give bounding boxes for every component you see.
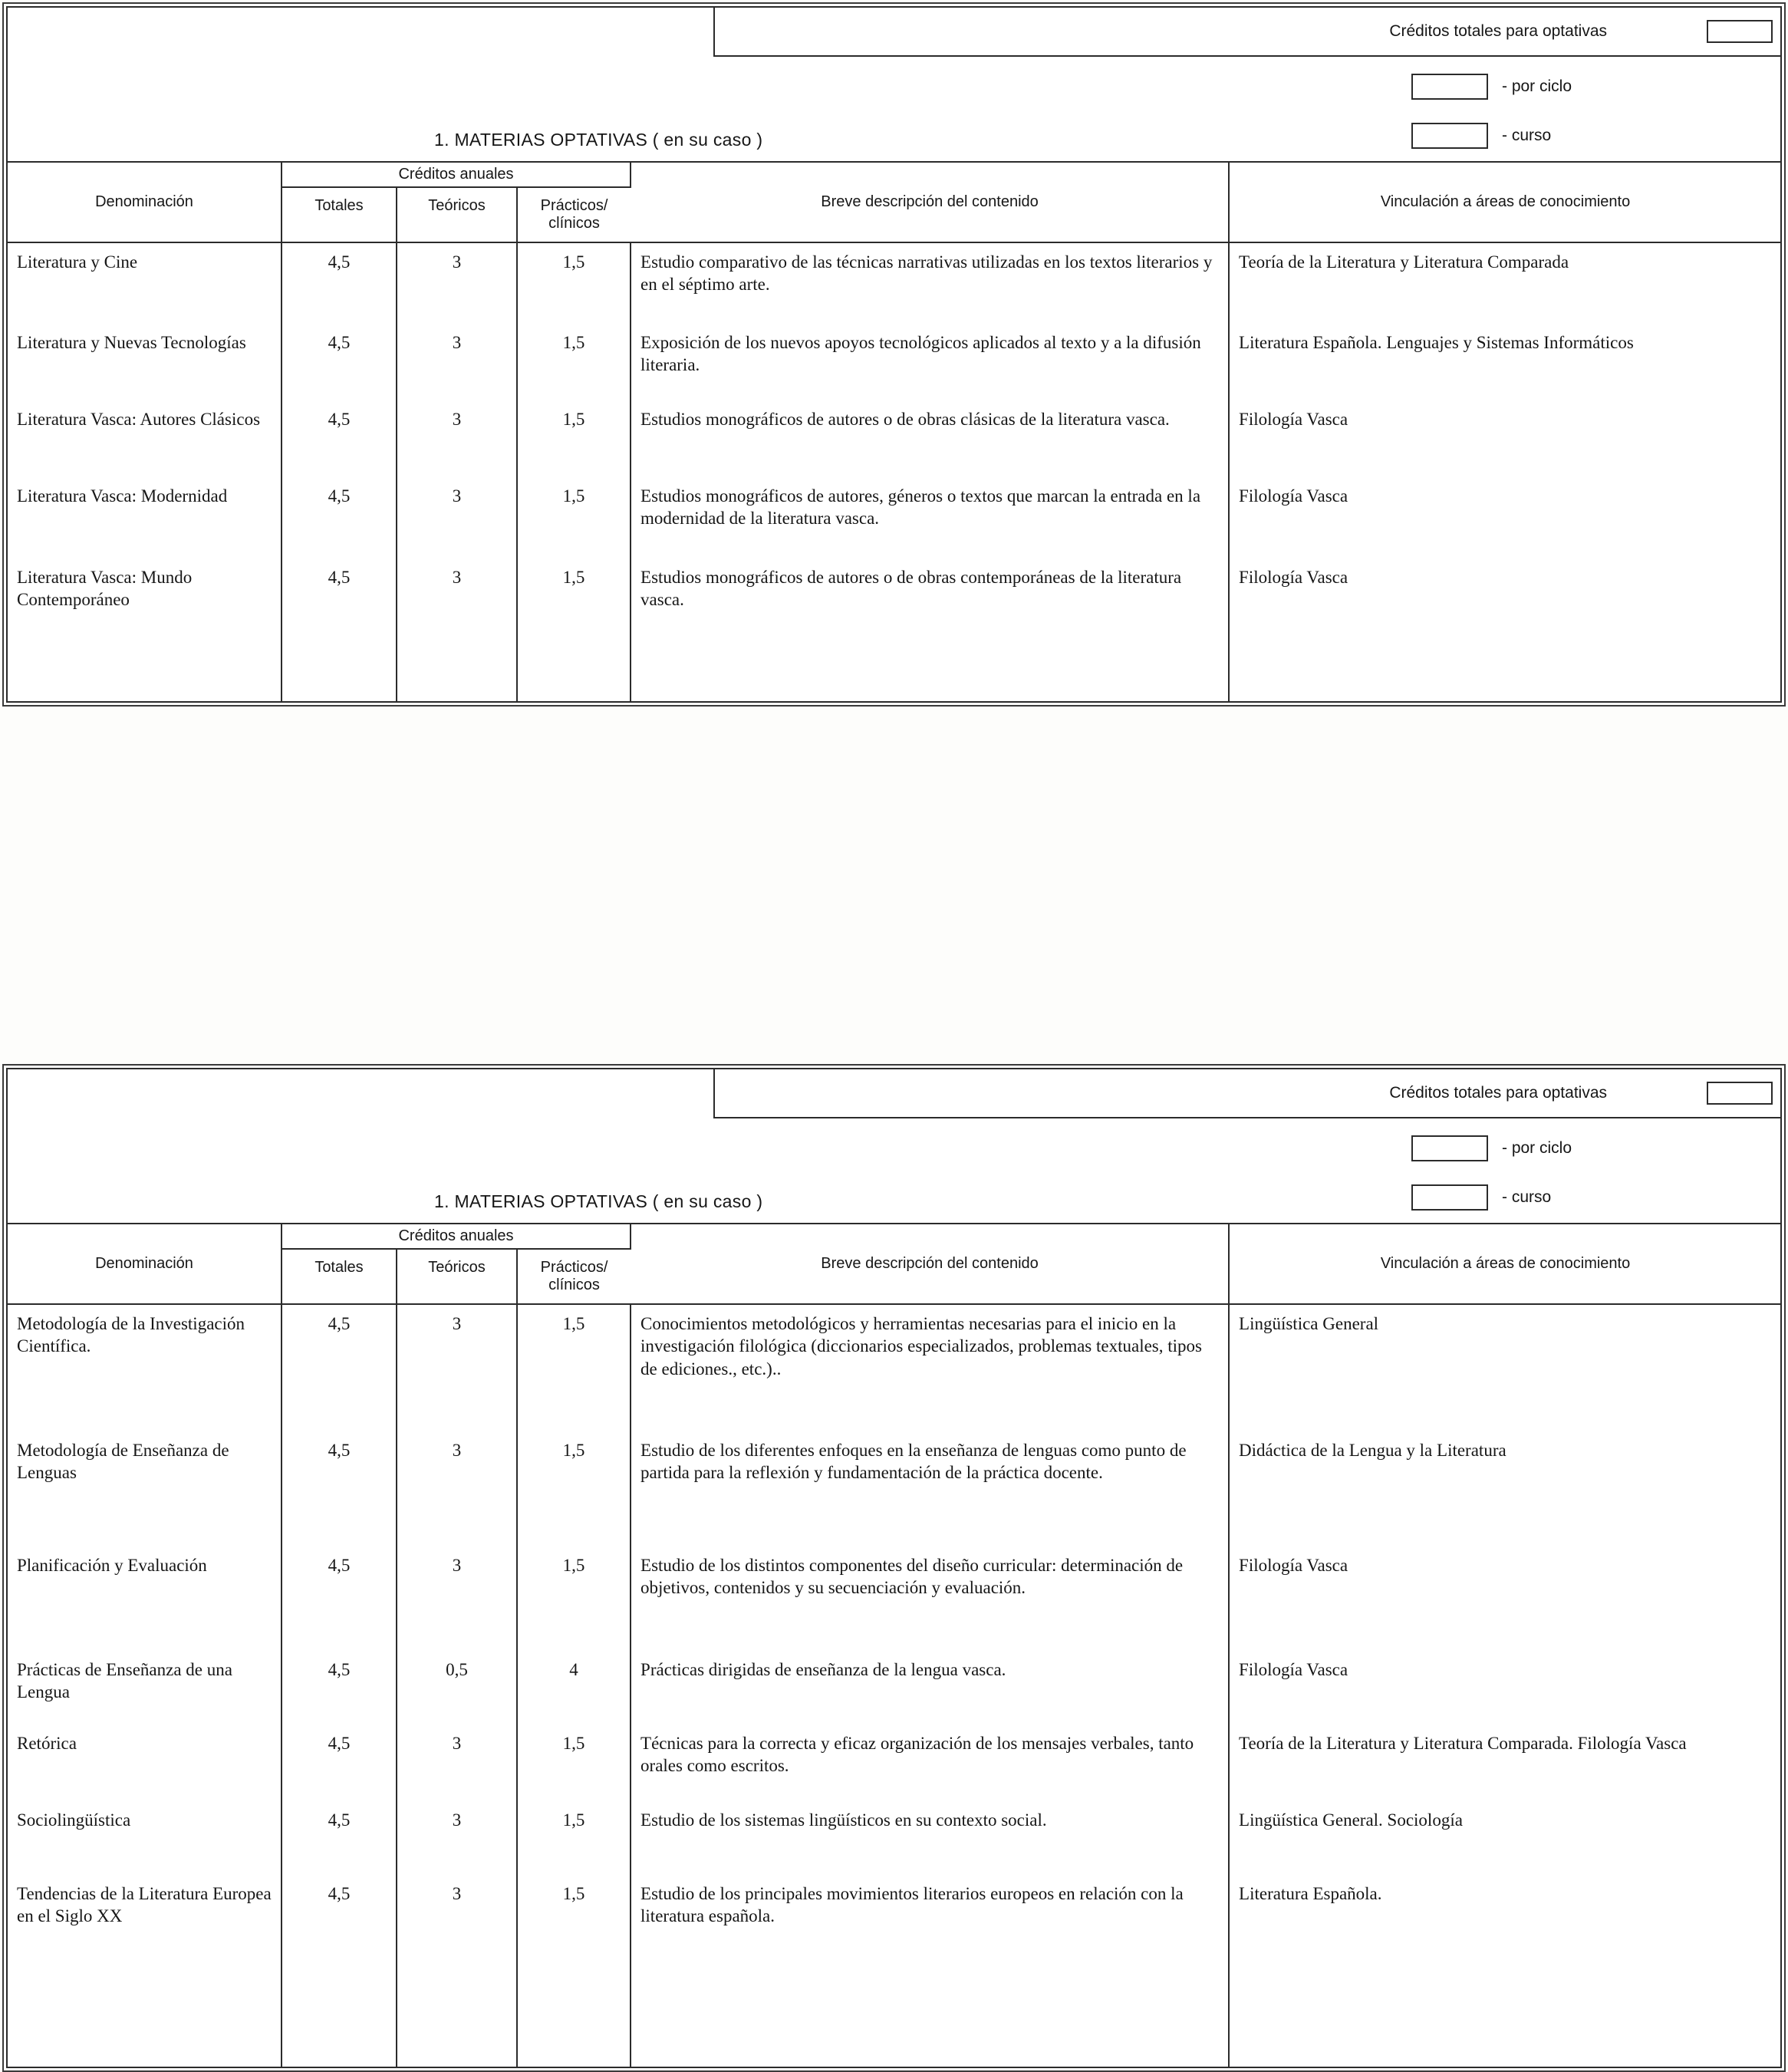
cell-practicos: 1,5	[517, 1875, 631, 2067]
por-ciclo-row	[1411, 74, 1572, 100]
table-row	[8, 1801, 1781, 1875]
cell-descripcion: Exposición de los nuevos apoyos tecnológicos aplicados al texto y a la difusión literaria.	[631, 324, 1229, 400]
col-header-creditos-anuales: Créditos anuales	[282, 162, 631, 187]
optativas-form-2	[6, 1068, 1782, 2068]
credits-total-cell	[713, 1069, 1780, 1118]
credits-total-value-box	[1707, 1082, 1773, 1105]
cell-vinculacion: Filología Vasca	[1239, 410, 1348, 429]
cell-teoricos: 0,5	[397, 1651, 517, 1724]
cell-descripcion: Estudio comparativo de las técnicas narrativas utilizadas en los textos literarios y en el séptimo arte.	[631, 242, 1229, 324]
cell-vinculacion: Lingüística General	[1239, 1314, 1379, 1333]
cell-denominacion: Literatura y Cine	[8, 242, 282, 324]
cell-vinculacion: Literatura Española. Lenguajes y Sistemas Informáticos	[1239, 333, 1634, 352]
col-header-vinculacion: Vinculación a áreas de conocimiento	[1229, 162, 1781, 242]
col-header-vinculacion: Vinculación a áreas de conocimiento	[1229, 1224, 1781, 1304]
credits-total-cell	[713, 8, 1780, 57]
cell-totales: 4,5	[282, 558, 397, 701]
cell-teoricos: 3	[397, 1875, 517, 2067]
cell-totales: 4,5	[282, 400, 397, 477]
curso-row	[1411, 1184, 1551, 1211]
cell-totales: 4,5	[282, 242, 397, 324]
cell-totales: 4,5	[282, 1801, 397, 1875]
cell-denominacion: Planificación y Evaluación	[8, 1547, 282, 1651]
table-header	[8, 1224, 1781, 1304]
cell-totales: 4,5	[282, 1431, 397, 1547]
cell-practicos: 1,5	[517, 1724, 631, 1801]
section-title: 1. MATERIAS OPTATIVAS ( en su caso )	[434, 130, 763, 150]
cell-denominacion: Literatura y Nuevas Tecnologías	[8, 324, 282, 400]
cell-denominacion: Retórica	[8, 1724, 282, 1801]
cell-denominacion: Metodología de Enseñanza de Lenguas	[8, 1431, 282, 1547]
curso-row	[1411, 123, 1551, 149]
section-title: 1. MATERIAS OPTATIVAS ( en su caso )	[434, 1191, 763, 1211]
col-header-teoricos: Teóricos	[397, 1249, 517, 1304]
cell-descripcion: Estudios monográficos de autores o de obras clásicas de la literatura vasca.	[631, 400, 1229, 477]
cell-totales: 4,5	[282, 1304, 397, 1431]
por-ciclo-value-box	[1411, 1135, 1488, 1161]
cell-descripcion: Técnicas para la correcta y eficaz organización de los mensajes verbales, tanto orales como escritos.	[631, 1724, 1229, 1801]
cell-vinculacion: Lingüística General. Sociología	[1239, 1810, 1463, 1830]
curso-label: - curso	[1502, 127, 1552, 144]
cell-descripcion: Estudio de los principales movimientos literarios europeos en relación con la literatura española.	[631, 1875, 1229, 2067]
col-header-descripcion: Breve descripción del contenido	[631, 1224, 1229, 1304]
cell-totales: 4,5	[282, 1724, 397, 1801]
cell-descripcion: Estudios monográficos de autores o de obras contemporáneas de la literatura vasca.	[631, 558, 1229, 701]
cell-vinculacion: Filología Vasca	[1239, 568, 1348, 587]
cell-denominacion: Tendencias de la Literatura Europea en el Siglo XX	[8, 1875, 282, 2067]
cell-denominacion: Literatura Vasca: Modernidad	[8, 477, 282, 558]
table-row	[8, 1547, 1781, 1651]
cell-teoricos: 3	[397, 242, 517, 324]
por-ciclo-row	[1411, 1135, 1572, 1161]
cell-totales: 4,5	[282, 1651, 397, 1724]
cell-vinculacion: Teoría de la Literatura y Literatura Comparada	[1239, 252, 1569, 272]
cell-denominacion: Prácticas de Enseñanza de una Lengua	[8, 1651, 282, 1724]
col-header-denominacion: Denominación	[8, 162, 282, 242]
cell-vinculacion: Filología Vasca	[1239, 1660, 1348, 1679]
col-header-totales: Totales	[282, 1249, 397, 1304]
cell-practicos: 1,5	[517, 324, 631, 400]
table-header	[8, 162, 1781, 242]
cell-totales: 4,5	[282, 477, 397, 558]
col-header-denominacion: Denominación	[8, 1224, 282, 1304]
cell-practicos: 1,5	[517, 242, 631, 324]
cell-teoricos: 3	[397, 1304, 517, 1431]
cell-practicos: 1,5	[517, 400, 631, 477]
cell-teoricos: 3	[397, 477, 517, 558]
form-header	[8, 1069, 1780, 1223]
table-row	[8, 400, 1781, 477]
cell-teoricos: 3	[397, 1801, 517, 1875]
cell-descripcion: Conocimientos metodológicos y herramientas necesarias para el inicio en la investigación filológica (diccionarios especializados, problemas textuales, tipos de ediciones., etc.)..	[631, 1304, 1229, 1431]
por-ciclo-label: - por ciclo	[1502, 1139, 1572, 1157]
col-header-totales: Totales	[282, 187, 397, 242]
optativas-form-1	[6, 6, 1782, 703]
cell-practicos: 1,5	[517, 1547, 631, 1651]
col-header-descripcion: Breve descripción del contenido	[631, 162, 1229, 242]
cell-descripcion: Estudios monográficos de autores, géneros o textos que marcan la entrada en la modernidad de la literatura vasca.	[631, 477, 1229, 558]
cell-teoricos: 3	[397, 324, 517, 400]
table-row	[8, 242, 1781, 324]
cell-vinculacion: Filología Vasca	[1239, 1556, 1348, 1575]
cell-denominacion: Literatura Vasca: Mundo Contemporáneo	[8, 558, 282, 701]
cell-denominacion: Literatura Vasca: Autores Clásicos	[8, 400, 282, 477]
table-row	[8, 324, 1781, 400]
table-body	[8, 1304, 1781, 2067]
cell-denominacion: Sociolingüística	[8, 1801, 282, 1875]
optativas-table	[8, 161, 1781, 701]
cell-descripcion: Prácticas dirigidas de enseñanza de la lengua vasca.	[631, 1651, 1229, 1724]
table-row	[8, 477, 1781, 558]
cell-totales: 4,5	[282, 1547, 397, 1651]
cell-practicos: 1,5	[517, 1304, 631, 1431]
cell-totales: 4,5	[282, 324, 397, 400]
cell-teoricos: 3	[397, 558, 517, 701]
cell-practicos: 1,5	[517, 477, 631, 558]
curso-value-box	[1411, 1184, 1488, 1211]
cell-teoricos: 3	[397, 1431, 517, 1547]
table-row	[8, 1875, 1781, 2067]
optativas-table	[8, 1223, 1781, 2067]
credits-total-label: Créditos totales para optativas	[1389, 1084, 1607, 1102]
col-header-practicos: Prácticos/ clínicos	[517, 187, 631, 242]
table-row	[8, 1431, 1781, 1547]
credits-total-value-box	[1707, 20, 1773, 43]
cell-teoricos: 3	[397, 1547, 517, 1651]
cell-practicos: 1,5	[517, 558, 631, 701]
cell-descripcion: Estudio de los diferentes enfoques en la enseñanza de lenguas como punto de partida para la reflexión y fundamentación de la práctica docente.	[631, 1431, 1229, 1547]
table-row	[8, 558, 1781, 701]
credits-total-label: Créditos totales para optativas	[1389, 22, 1607, 40]
table-body	[8, 242, 1781, 701]
cell-teoricos: 3	[397, 400, 517, 477]
table-row	[8, 1724, 1781, 1801]
cell-vinculacion: Didáctica de la Lengua y la Literatura	[1239, 1441, 1506, 1460]
table-row	[8, 1651, 1781, 1724]
col-header-teoricos: Teóricos	[397, 187, 517, 242]
form-header	[8, 8, 1780, 161]
col-header-practicos: Prácticos/ clínicos	[517, 1249, 631, 1304]
cell-vinculacion: Filología Vasca	[1239, 486, 1348, 506]
cell-totales: 4,5	[282, 1875, 397, 2067]
cell-practicos: 1,5	[517, 1801, 631, 1875]
curso-label: - curso	[1502, 1188, 1552, 1206]
cell-vinculacion: Literatura Española.	[1239, 1884, 1382, 1903]
cell-descripcion: Estudio de los distintos componentes del diseño curricular: determinación de objetivos, contenidos y su secuenciación y evaluación.	[631, 1547, 1229, 1651]
cell-practicos: 1,5	[517, 1431, 631, 1547]
cell-teoricos: 3	[397, 1724, 517, 1801]
cell-descripcion: Estudio de los sistemas lingüísticos en su contexto social.	[631, 1801, 1229, 1875]
por-ciclo-label: - por ciclo	[1502, 77, 1572, 95]
cell-practicos: 4	[517, 1651, 631, 1724]
por-ciclo-value-box	[1411, 74, 1488, 100]
cell-vinculacion: Teoría de la Literatura y Literatura Comparada. Filología Vasca	[1239, 1734, 1687, 1753]
curso-value-box	[1411, 123, 1488, 149]
cell-denominacion: Metodología de la Investigación Científica.	[8, 1304, 282, 1431]
table-row	[8, 1304, 1781, 1431]
col-header-creditos-anuales: Créditos anuales	[282, 1224, 631, 1249]
